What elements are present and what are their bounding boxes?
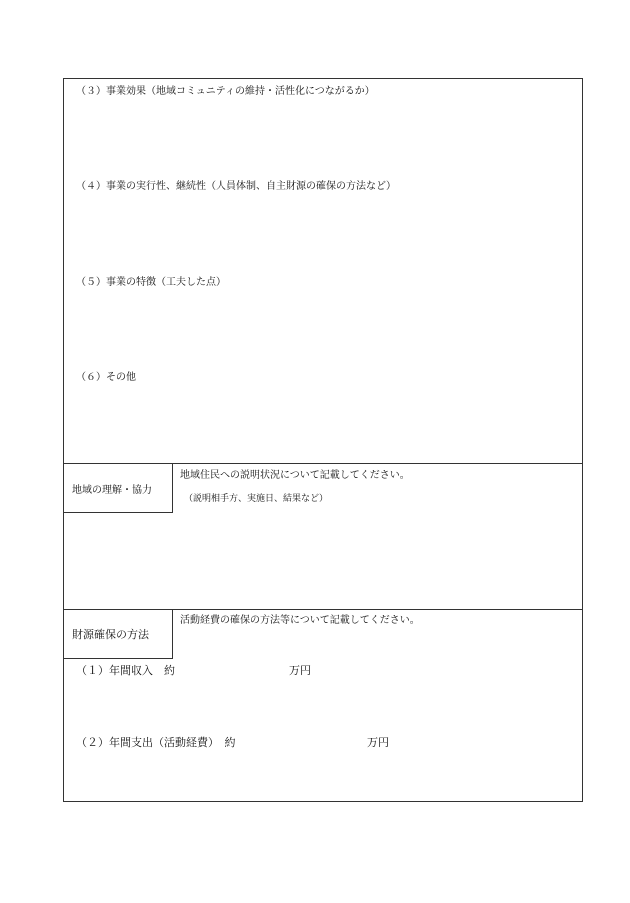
funding-label-cell <box>63 609 173 659</box>
community-label-cell <box>63 463 173 513</box>
community-hint: （説明相手方、実施日、結果など） <box>184 494 329 504</box>
funding-instruction: 活動経費の確保の方法等について記載してください。 <box>180 615 420 626</box>
application-form-table <box>63 78 583 802</box>
community-instruction: 地域住民への説明状況について記載してください。 <box>180 470 410 481</box>
community-label: 地域の理解・協力 <box>72 484 152 496</box>
item-3-effect-heading: （３）事業効果（地域コミュニティの維持・活性化につながるか） <box>76 86 375 97</box>
item-4-feasibility-heading: （４）事業の実行性、継続性（人員体制、自主財源の確保の方法など） <box>76 181 396 192</box>
annual-expense-label: （２）年間支出（活動経費） 約 <box>76 736 236 749</box>
funding-label: 財源確保の方法 <box>72 628 149 641</box>
annual-income-unit: 万円 <box>289 664 311 677</box>
item-6-other-heading: （６）その他 <box>76 372 136 383</box>
annual-income-label: （１）年間収入 約 <box>76 664 175 677</box>
annual-expense-unit: 万円 <box>367 736 389 749</box>
item-5-features-heading: （５）事業の特徴（工夫した点） <box>76 277 226 288</box>
